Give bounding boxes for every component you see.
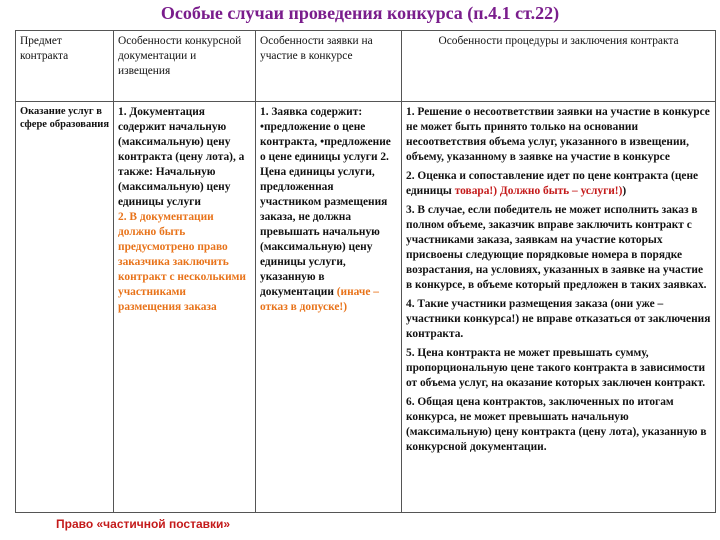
header-documentation: Особенности конкурсной документации и извещения (114, 31, 256, 102)
procedure-item-2-text: 2. Оценка и сопоставление идет по цене контракта (цене единицы (406, 170, 699, 197)
header-procedure: Особенности процедуры и заключения контракта (402, 31, 716, 102)
cell-procedure (402, 102, 716, 513)
header-application: Особенности заявки на участие в конкурсе (256, 31, 402, 102)
cell-subject (16, 102, 114, 513)
table-header-row (16, 31, 716, 102)
cell-application (256, 102, 402, 513)
partial-delivery-note: Право «частичной поставки» (56, 517, 231, 531)
application-highlight: (иначе – отказ в допуске!) (260, 286, 379, 313)
special-cases-table (15, 30, 716, 513)
subject-text: Оказание услуг в сфере образования (20, 106, 110, 130)
procedure-item-3: 3. В случае, если победитель не может исполнить заказ в полном объеме, заказчик вправе заключить контракт с участниками заказа, заявкам на участие которых присвоены следующие порядковые номера в порядке возрастания, на условиях, указанных в заявке на участие в конкурсе, в объеме который предложен в таких заявках. (406, 204, 707, 291)
procedure-item-2-end: ) (622, 185, 627, 197)
procedure-item-1: 1. Решение о несоответствии заявки на участие в конкурсе не может быть принято только на основании несоответствия объема услуг, указанного в извещении, объему, указанному в заявке на участие в конкурсе (406, 106, 710, 163)
documentation-text: 1. Документация содержит начальную (максимальную) цену контракта (цену лота), а также: Начальную (максимальную) цену единицы услуги (118, 106, 245, 208)
procedure-item-2 (406, 169, 711, 199)
procedure-item-4: 4. Такие участники размещения заказа (они уже – участники конкурса!) не вправе отказаться от заключения контракта. (406, 298, 711, 340)
header-subject: Предмет контракта (16, 31, 114, 102)
documentation-highlight: 2. В документации должно быть предусмотрено право заказчика заключить контракт с несколькими участниками размещения заказа (118, 211, 246, 313)
application-text: 1. Заявка содержит: •предложение о цене контракта, •предложение о цене единицы услуги 2. Цена единицы услуги, предложенная участником размещения заказа, не должна превышать начальную (максимальную) цену единицы услуги, указанную в документации (260, 106, 391, 298)
table-row (16, 102, 716, 513)
procedure-item-2-highlight: товара!) Должно быть – услуги!) (454, 185, 623, 197)
cell-documentation (114, 102, 256, 513)
page-title: Особые случаи проведения конкурса (п.4.1 ст.22) (160, 3, 560, 23)
procedure-item-5: 5. Цена контракта не может превышать сумму, пропорциональную цене такого контракта в зависимости от объема услуг, на оказание которых заключен контракт. (406, 347, 706, 389)
procedure-item-6: 6. Общая цена контрактов, заключенных по итогам конкурса, не может превышать начальную (максимальную) цену контракта (цену лота), указанную в конкурсной документации. (406, 396, 707, 453)
